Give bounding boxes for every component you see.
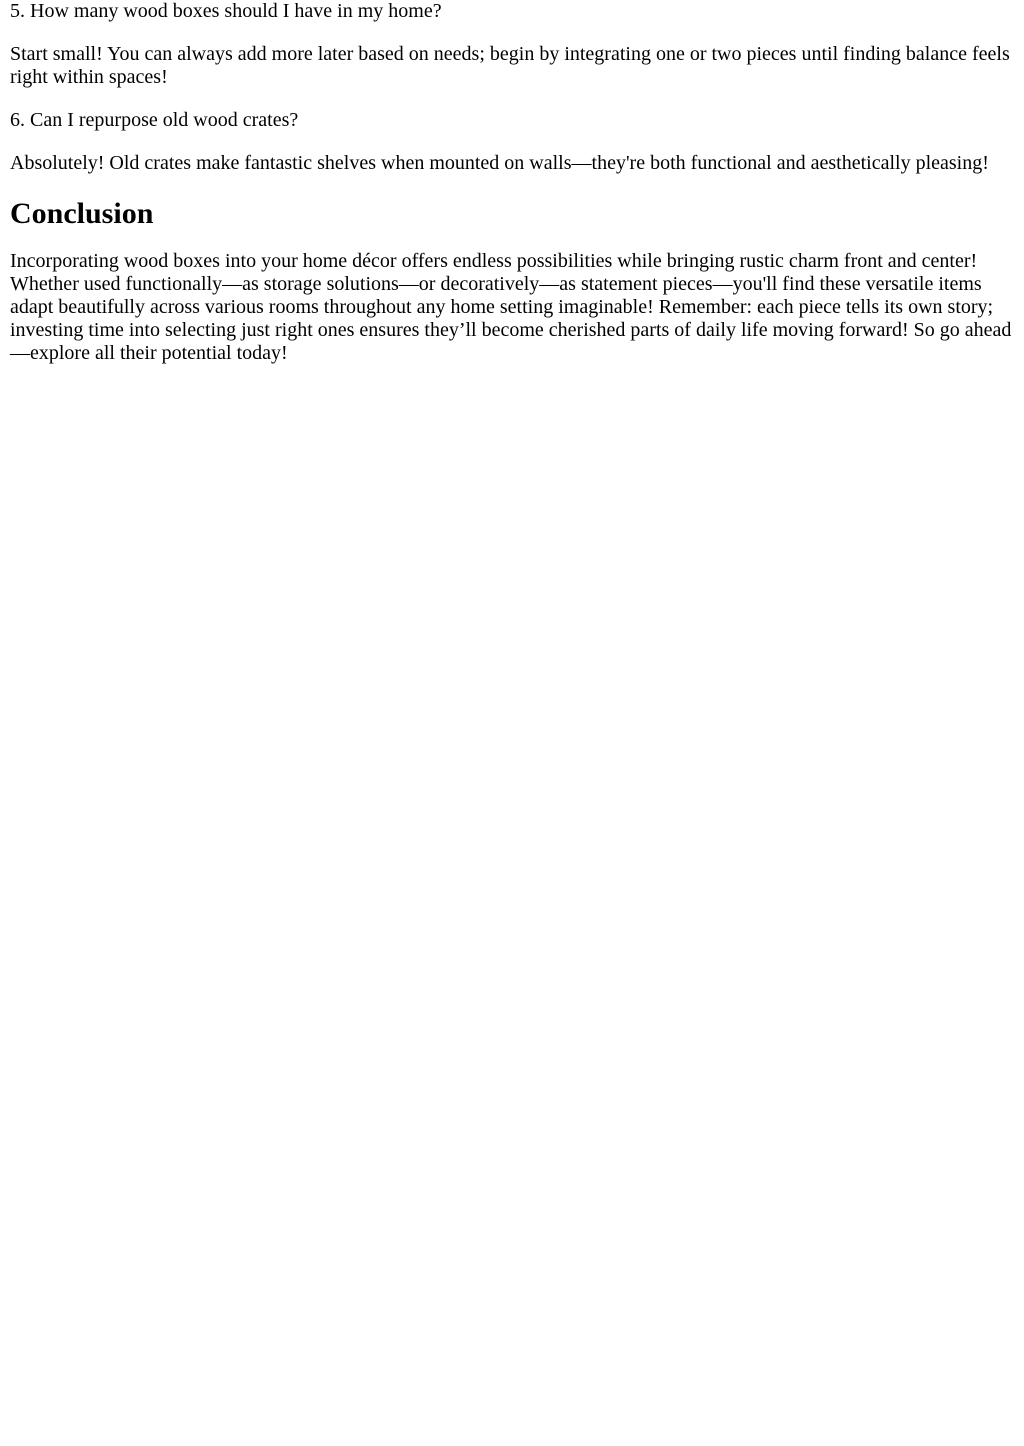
article-content [10, 0, 1014, 385]
faq-answer-6: Absolutely! Old crates make fantastic shelves when mounted on walls—they're both functional and aesthetically pleasing! [10, 152, 989, 174]
faq-question-5: 5. How many wood boxes should I have in my home? [10, 0, 442, 22]
faq-answer-5: Start small! You can always add more later based on needs; begin by integrating one or two pieces until finding balance feels right within spaces! [10, 43, 1010, 88]
faq-question-6: 6. Can I repurpose old wood crates? [10, 109, 299, 131]
conclusion-heading: Conclusion [10, 197, 154, 230]
conclusion-paragraph: Incorporating wood boxes into your home décor offers endless possibilities while bringing rustic charm front and center! Whether used functionally—as storage solutions—or decoratively—as statement pieces—you'll find these versatile items adapt beautifully across various rooms throughout any home setting imaginable! Remember: each piece tells its own story; investing time into selecting just right ones ensures they’ll become cherished parts of daily life moving forward! So go ahead—explore all their potential today! [10, 250, 1012, 364]
